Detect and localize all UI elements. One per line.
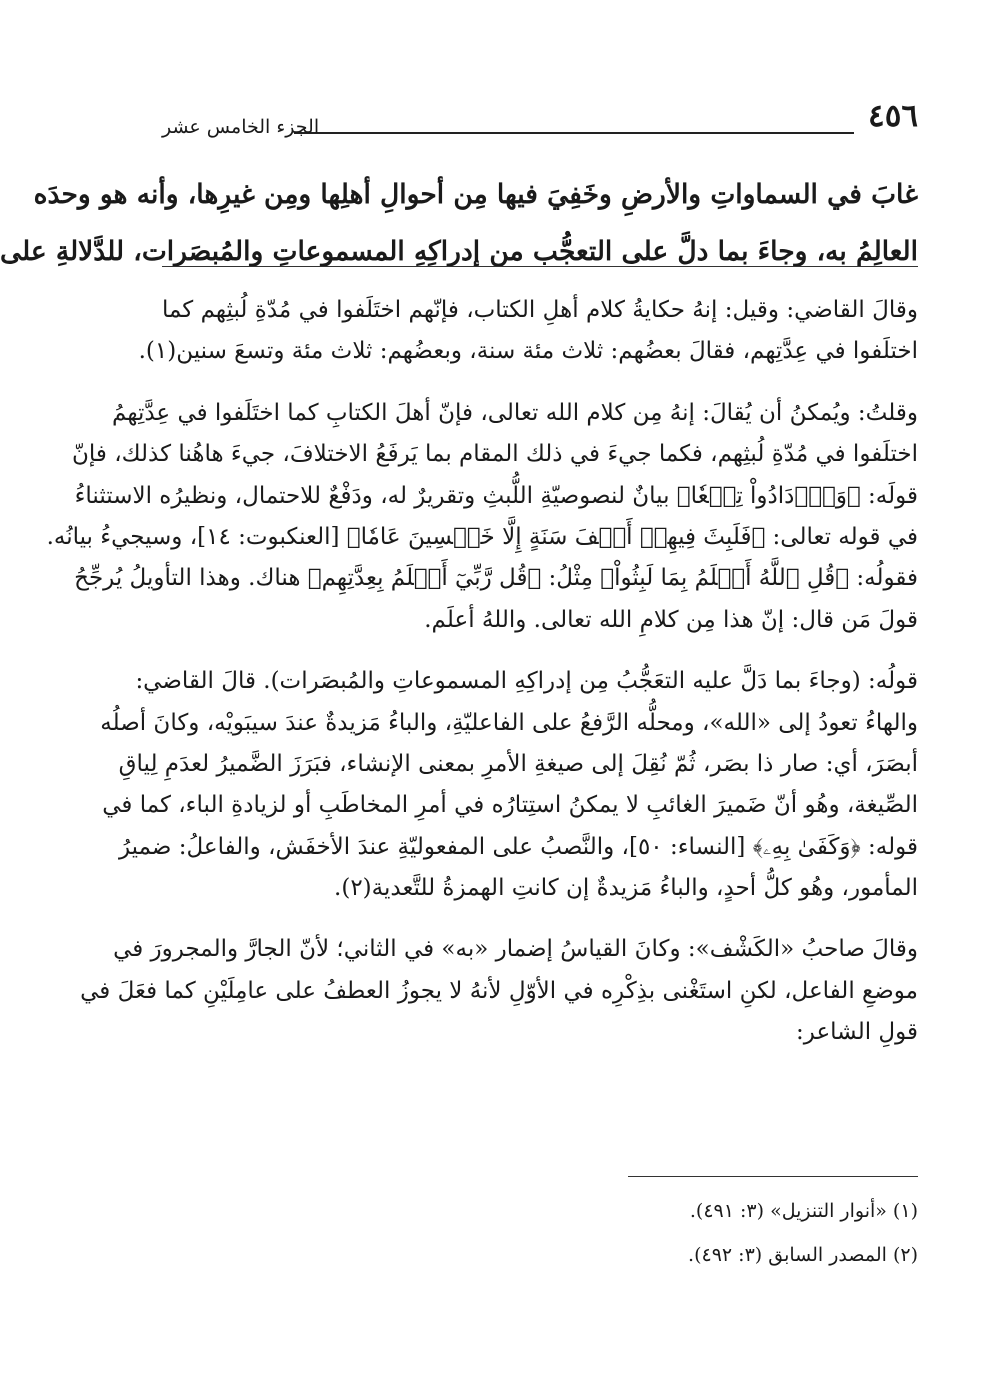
paragraph [100,661,918,909]
text-line: موضعِ الفاعل، لكنِ استَغْنى بذِكْرِه في الأوّلِ لأنهُ لا يجوزُ العطفُ على عامِلَيْنِ كما فعَلَ في [80,977,918,1004]
commentary-body [46,290,918,1074]
text-line: اختلَفوا في عِدَّتِهم، فقالَ بعضُهم: ثلاث مئة سنة، وبعضُهم: ثلاث مئة وتسعَ سنين(١). [138,338,918,365]
text-line: قولُه: (وجاءَ بما دَلَّ عليه التعَجُّبُ مِن إدراكِهِ المسموعاتِ والمُبصَرات). قالَ القاضي: [135,668,918,695]
header-rule [294,132,854,134]
text-line: في قوله تعالى: ﴿فَلَبِثَ فِيهِمۡ أَلۡفَ سَنَةٍ إِلَّا خَمۡسِينَ عَامٗا﴾ [العنكبوت: ١٤]، وسيجيءُ بيانُه. [46,523,918,550]
text-line: اختلَفوا في مُدّةِ لُبثِهم، فكما جيءَ في ذلك المقام بما يَرفَعُ الاختلافَ، جيءَ هاهُنا كذلك، فإنّ [72,441,918,468]
text-line: قولِ الشاعر: [796,1019,918,1046]
text-line: قولَه: ﴿وَٱزۡدَادُواْ تِسۡعٗا﴾ بيانٌ لنصوصيّةِ اللُّبثِ وتقريرٌ له، ودَفْعٌ للاحتمال، ونظيرُه الاستثناءُ [74,482,918,509]
text-line: الصِّيغة، وهُو أنّ ضَميرَ الغائبِ لا يمكنُ استِتارُه في أمرِ المخاطَبِ أو لزيادةِ الباء، كما في [102,792,918,819]
footnote: (١) «أنوار التنزيل» (٣: ٤٩١). [689,1200,918,1222]
text-line: وقلتُ: ويُمكنُ أن يُقالَ: إنهُ مِن كلام الله تعالى، فإنّ أهلَ الكتابِ كما اختَلَفوا في عِدَّتِهمُ [112,399,918,426]
text-line: فقولُه: ﴿قُلِ ٱللَّهُ أَعۡلَمُ بِمَا لَبِثُواْ﴾ مِثْلُ: ﴿قُل رَّبِّيٓ أَعۡلَمُ بِعِدَّتِهِم﴾ هناك. وهذا التأويلُ يُرجِّحُ [74,565,918,592]
paragraph [138,290,918,373]
footnotes [162,1189,918,1277]
quote-line: العالِمُ به، وجاءَ بما دلَّ على التعجُّب من إدراكِهِ المسموعاتِ والمُبصَرات، للدَّلالةِ على [0,236,918,267]
footnote-rule [628,1176,918,1177]
text-line: أبصَرَ، أي: صار ذا بصَر، ثُمّ نُقِلَ إلى صيغةِ الأمرِ بمعنى الإنشاء، فبَرَزَ الضَّميرُ لعدَمِ لِياقِ [118,750,918,777]
text-line: المأمور، وهُو كلُّ أحدٍ، والباءُ مَزيدةٌ إن كانتِ الهمزةُ للتَّعدية(٢). [334,875,918,902]
running-header [162,98,918,148]
text-line: والهاءُ تعودُ إلى «الله»، ومحلُّه الرَّفعُ على الفاعليّةِ، والباءُ مَزيدةٌ عندَ سيبَويْه، وكانَ أصلُه [100,709,918,736]
text-line: وقالَ القاضي: وقيل: إنهُ حكايةُ كلام أهلِ الكتاب، فإنّهم اختَلَفوا في مُدّةِ لُبثِهم كما [162,297,918,323]
text-line: وقالَ صاحبُ «الكَشْف»: وكانَ القياسُ إضمار «به» في الثاني؛ لأنّ الجارَّ والمجرورَ في [113,936,918,963]
quote-separator-rule [162,266,918,267]
text-line: قوله: ﴿وَكَفَىٰ بِهِۦ﴾ [النساء: ٥٠]، والنَّصبُ على المفعوليّةِ عندَ الأخفَش، والفاعلُ: ضميرُ [118,833,918,860]
paragraph [80,929,918,1053]
text-line: قولَ مَن قال: إنّ هذا مِن كلامِ الله تعالى. واللهُ أعلَم. [424,606,918,633]
page-number: ٤٥٦ [868,98,918,134]
quoted-text [0,166,918,280]
paragraph [46,393,918,641]
footnote: (٢) المصدر السابق (٣: ٤٩٢). [688,1244,918,1266]
part-title: الجزء الخامس عشر [162,116,320,138]
quote-line: غابَ في السماواتِ والأرضِ وخَفِيَ فيها مِن أحوالِ أهلِها ومِن غيرِها، وأنه هو وحدَه [33,179,918,210]
